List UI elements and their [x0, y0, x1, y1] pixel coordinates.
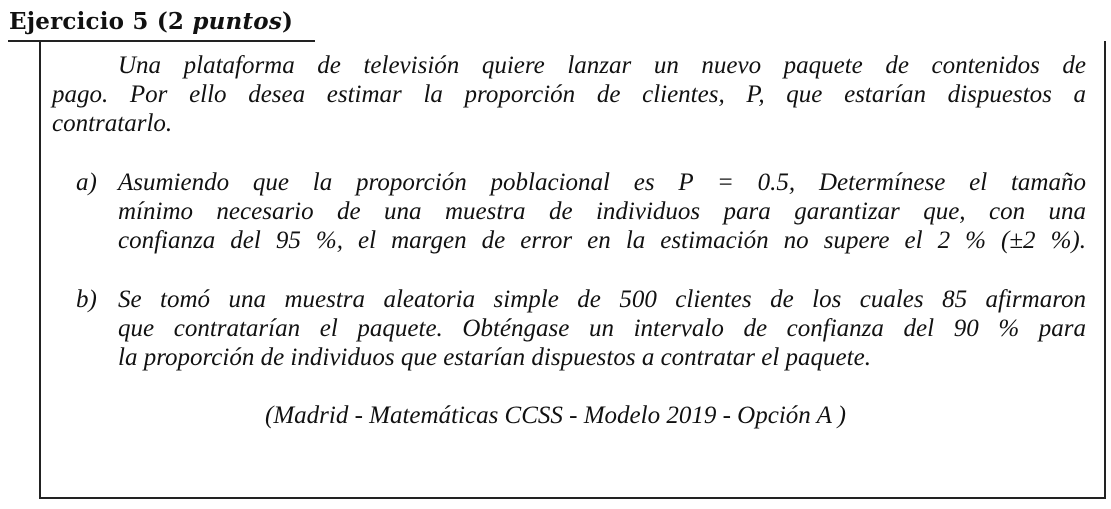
source-citation: (Madrid - Matemáticas CCSS - Modelo 2019 - Opción A )	[265, 402, 846, 429]
title-points: puntos	[192, 8, 282, 35]
item-a-label: a)	[76, 169, 97, 196]
title-close: )	[281, 8, 294, 35]
item-a-line: confianza del 95 %, el margen de error en la estimación no supere el 2 % (±2 %).	[118, 227, 1086, 254]
exercise-title	[9, 8, 293, 35]
title-text: Ejercicio 5 (2	[9, 8, 193, 35]
item-a-line: Asumiendo que la proporción poblacional es P = 0.5, Determínese el tamaño	[118, 169, 1086, 196]
item-a-line: mínimo necesario de una muestra de individuos para garantizar que, con una	[118, 198, 1086, 225]
item-b-line: Se tomó una muestra aleatoria simple de 500 clientes de los cuales 85 afirmaron	[118, 286, 1086, 313]
item-b-label: b)	[76, 286, 97, 313]
intro-line: pago. Por ello desea estimar la proporción de clientes, P, que estarían dispuestos a	[52, 81, 1086, 108]
intro-line: contratarlo.	[52, 110, 173, 137]
item-b-line: que contratarían el paquete. Obténgase un intervalo de confianza del 90 % para	[118, 315, 1086, 342]
item-b-line: la proporción de individuos que estarían dispuestos a contratar el paquete.	[118, 344, 871, 371]
intro-line: Una plataforma de televisión quiere lanzar un nuevo paquete de contenidos de	[118, 52, 1086, 79]
